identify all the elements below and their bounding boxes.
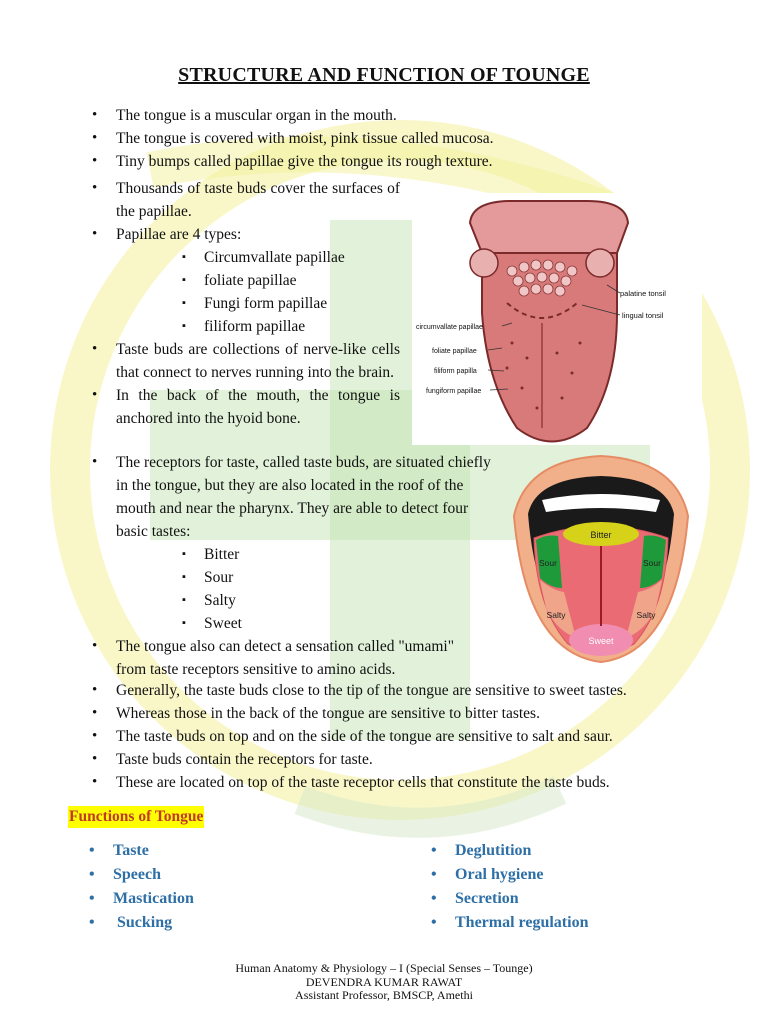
function-item: • Thermal regulation bbox=[431, 911, 588, 935]
foliate-label: foliate papillae bbox=[432, 348, 477, 355]
filiform-label: filiform papilla bbox=[434, 368, 477, 375]
bullet-item: • Thousands of taste buds cover the surfaces of the papillae. bbox=[68, 177, 400, 223]
salty-right-label: Salty bbox=[636, 610, 656, 620]
tastes-list bbox=[204, 543, 492, 635]
tongue-anatomy-figure bbox=[412, 193, 702, 445]
taste-item: ▪ Sweet bbox=[204, 612, 492, 635]
function-item: • Oral hygiene bbox=[431, 863, 588, 887]
papillae-type-item: ▪ foliate papillae bbox=[204, 269, 400, 292]
papillae-types-label: Papillae are 4 types: bbox=[116, 226, 242, 243]
bullet-item: • Whereas those in the back of the tongue are sensitive to bitter tastes. bbox=[68, 702, 728, 725]
sweet-label: Sweet bbox=[588, 636, 614, 646]
function-item: • Secretion bbox=[431, 887, 588, 911]
bitter-label: Bitter bbox=[590, 530, 612, 540]
functions-list-left bbox=[89, 839, 194, 935]
salty-left-label: Salty bbox=[546, 610, 566, 620]
page-footer bbox=[0, 962, 768, 1003]
bullet-item: • Taste buds contain the receptors for taste. bbox=[68, 748, 728, 771]
receptors-bullet-list bbox=[68, 451, 492, 681]
sour-right-label: Sour bbox=[643, 558, 661, 568]
bullet-item: • The tongue is a muscular organ in the mouth. bbox=[68, 104, 708, 127]
bullet-item: • The taste buds on top and on the side of the tongue are sensitive to salt and saur. bbox=[68, 725, 728, 748]
footer-author: DEVENDRA KUMAR RAWAT bbox=[305, 974, 463, 989]
function-item: • Speech bbox=[89, 863, 194, 887]
taste-item: ▪ Bitter bbox=[204, 543, 492, 566]
papillae-type-item: ▪ filiform papillae bbox=[204, 315, 400, 338]
bullet-item bbox=[68, 451, 492, 635]
function-item: • Mastication bbox=[89, 887, 194, 911]
bullet-item: • Tiny bumps called papillae give the tongue its rough texture. bbox=[68, 150, 708, 173]
circumvallate-label: circumvallate papillae bbox=[416, 324, 483, 331]
footer-affiliation: Assistant Professor, BMSCP, Amethi bbox=[295, 988, 473, 1002]
taste-item: ▪ Salty bbox=[204, 589, 492, 612]
right-tonsil bbox=[586, 249, 614, 277]
bullet-item: • In the back of the mouth, the tongue is anchored into the hyoid bone. bbox=[68, 384, 400, 430]
taste-item: ▪ Sour bbox=[204, 566, 492, 589]
papillae-types-list bbox=[204, 246, 400, 338]
left-tonsil bbox=[470, 249, 498, 277]
footer-course: Human Anatomy & Physiology – I (Special Senses – Tounge) bbox=[235, 961, 533, 975]
function-item: • Taste bbox=[89, 839, 194, 863]
functions-heading: Functions of Tongue bbox=[68, 806, 204, 828]
lingual-tonsil-label: lingual tonsil bbox=[622, 311, 664, 320]
bullet-item: • Generally, the taste buds close to the tip of the tongue are sensitive to sweet tastes. bbox=[68, 679, 728, 702]
papillae-type-item: ▪ Fungi form papillae bbox=[204, 292, 400, 315]
left-bullet-list bbox=[68, 177, 400, 430]
intro-bullet-list bbox=[68, 104, 708, 173]
bullet-item: • The tongue is covered with moist, pink tissue called mucosa. bbox=[68, 127, 708, 150]
taste-map-figure bbox=[506, 448, 696, 668]
functions-list-right bbox=[431, 839, 588, 935]
receptors-text: The receptors for taste, called taste buds, are situated chiefly in the tongue, but they are also located in the roof of the mouth and near the pharynx. They are able to detect four basic tastes: bbox=[116, 454, 491, 540]
bullet-item: • Taste buds are collections of nerve-like cells that connect to nerves running into the brain. bbox=[68, 338, 400, 384]
sour-left-label: Sour bbox=[539, 558, 557, 568]
bullet-item bbox=[68, 223, 400, 338]
papillae-type-item: ▪ Circumvallate papillae bbox=[204, 246, 400, 269]
bullet-item: • These are located on top of the taste receptor cells that constitute the taste buds. bbox=[68, 771, 728, 794]
palatine-tonsil-label: palatine tonsil bbox=[620, 289, 666, 298]
function-item: • Sucking bbox=[89, 911, 194, 935]
page-title: STRUCTURE AND FUNCTION OF TOUNGE bbox=[178, 64, 590, 86]
bullet-item: • The tongue also can detect a sensation called "umami" from taste receptors sensitive to amino acids. bbox=[68, 635, 456, 681]
full-bullet-list bbox=[68, 679, 728, 794]
function-item: • Deglutition bbox=[431, 839, 588, 863]
fungiform-label: fungiform papillae bbox=[426, 388, 482, 395]
